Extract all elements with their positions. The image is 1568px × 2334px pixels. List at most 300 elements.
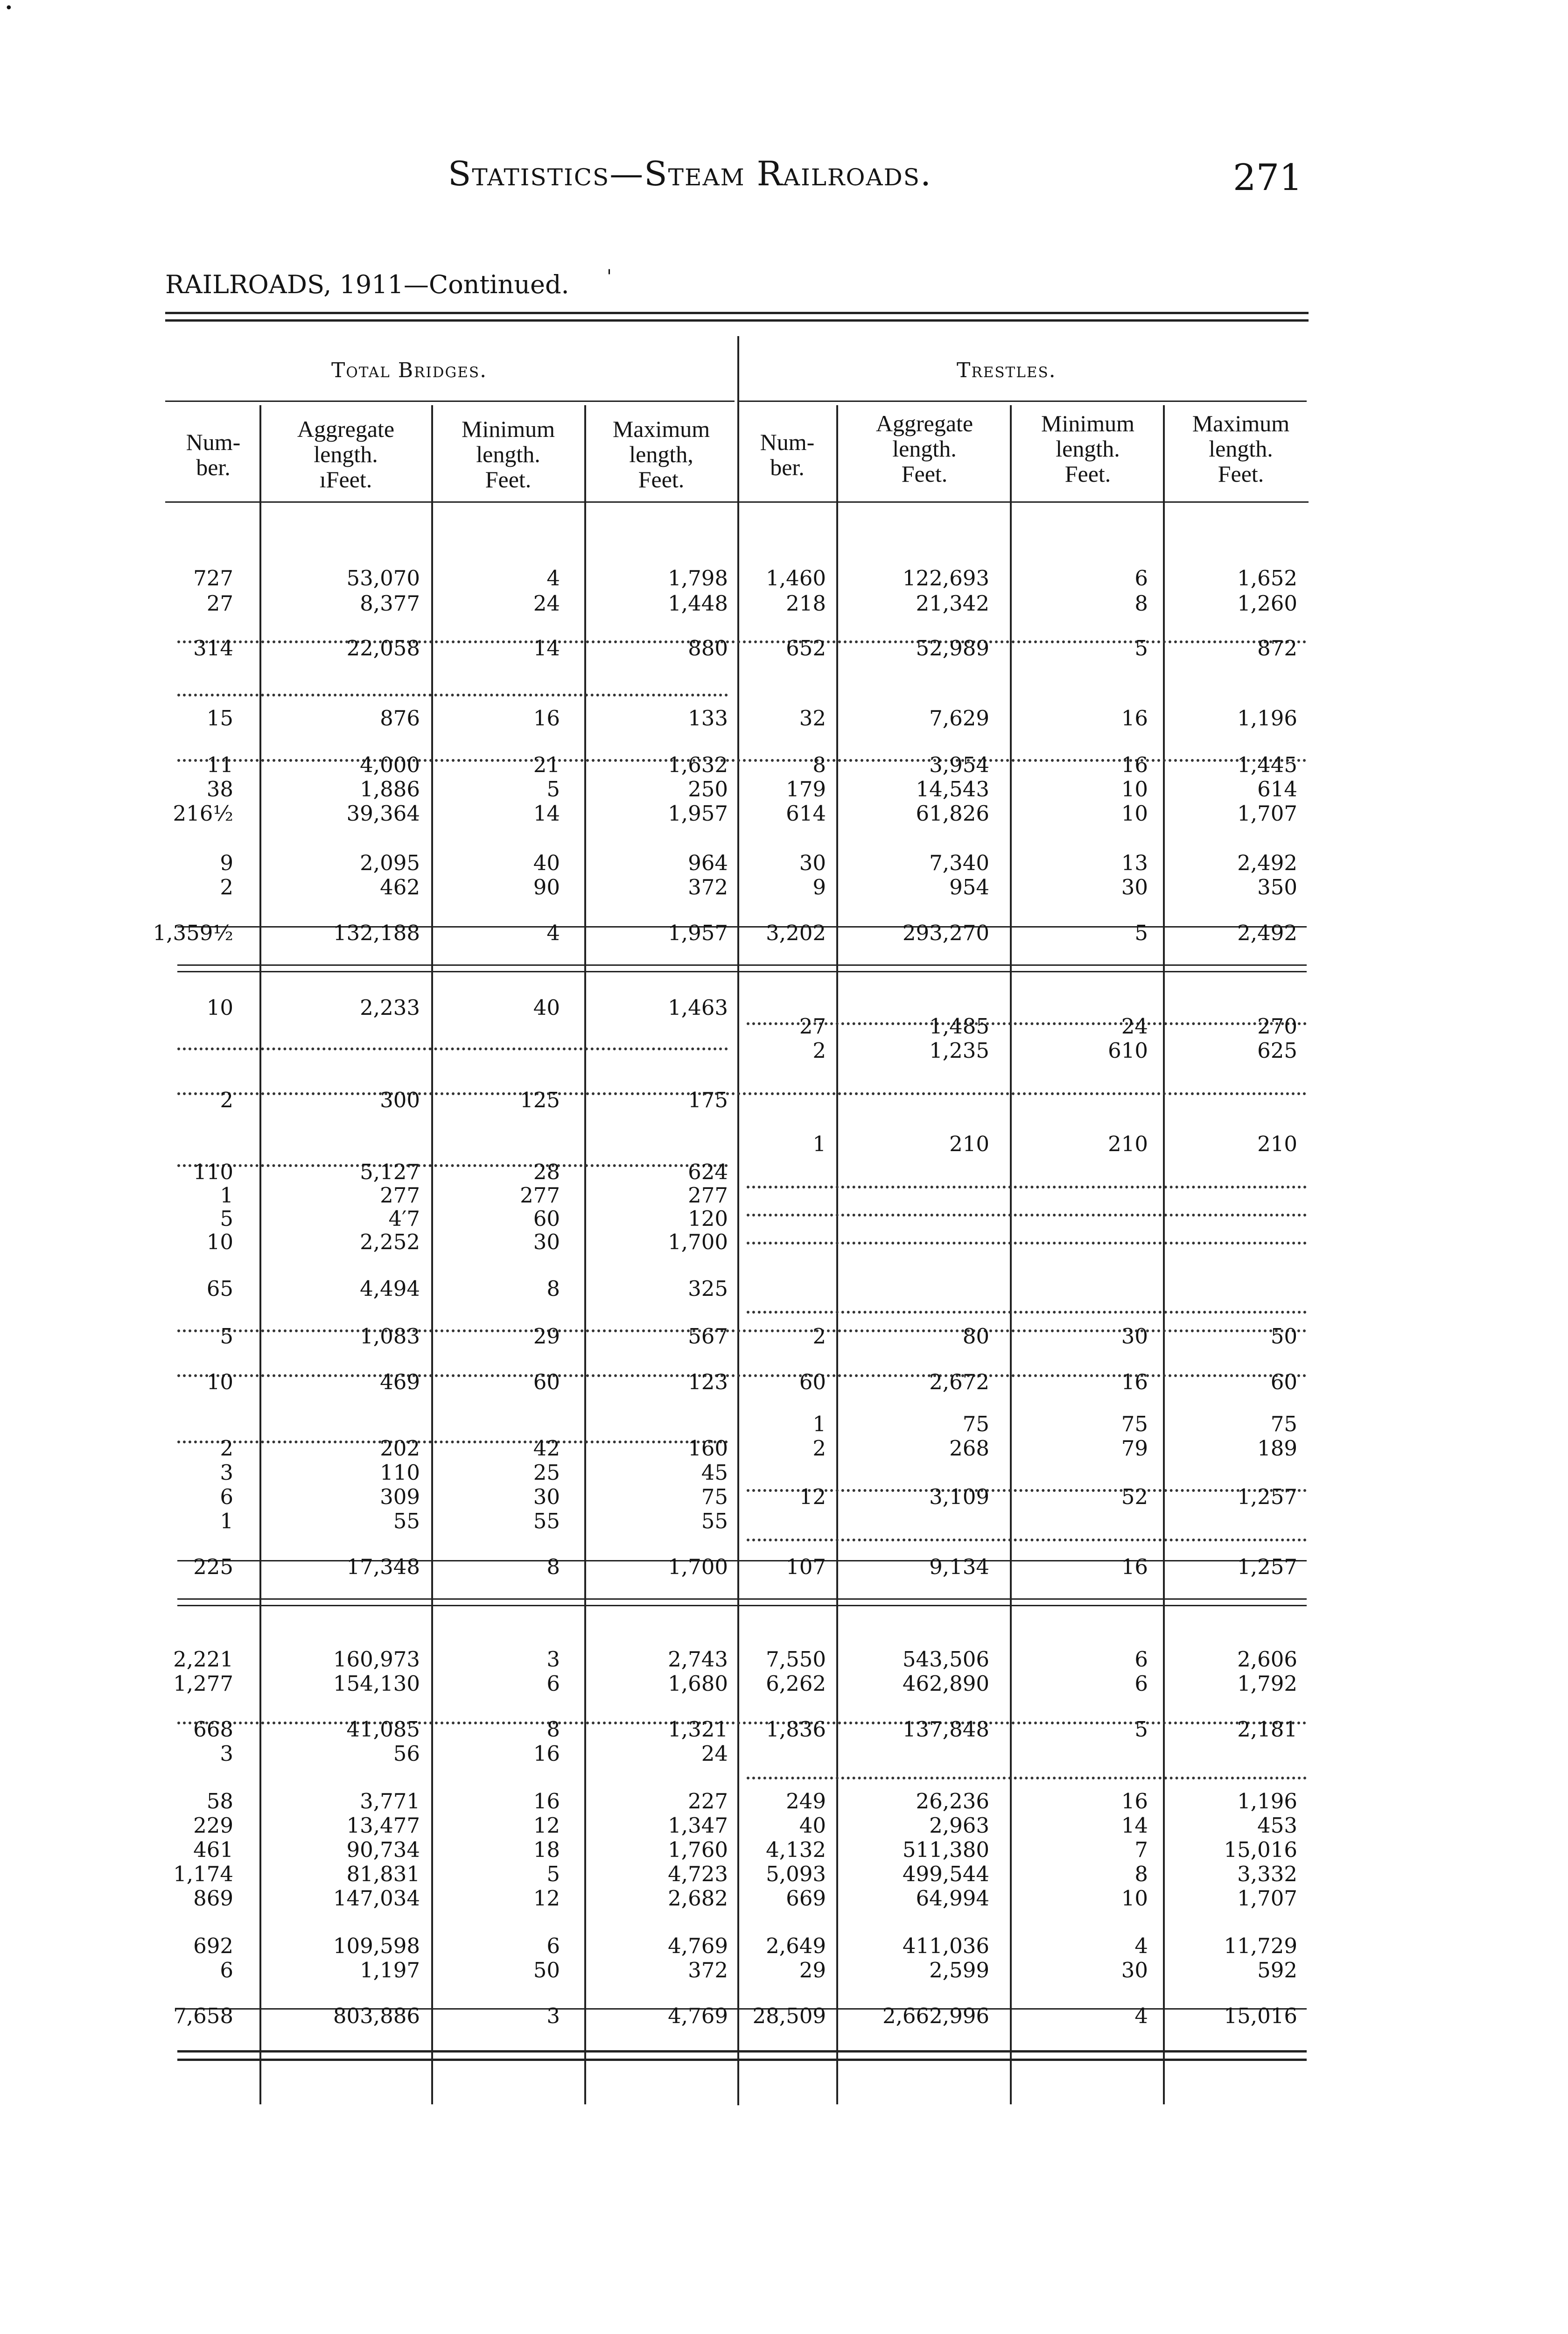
dotted-leader (747, 1539, 1307, 1541)
colhead-bridges-minimum: Minimum length. Feet. (461, 416, 555, 492)
cell-bridges-aggregate: 1,197 (360, 1958, 420, 1982)
cell-trestles-minimum: 52 (1121, 1484, 1148, 1509)
cell-trestles-number: 2 (812, 1038, 826, 1063)
cell-bridges-minimum: 30 (533, 1230, 560, 1254)
cell-bridges-aggregate: 202 (380, 1436, 420, 1461)
cell-trestles-minimum: 10 (1121, 801, 1148, 826)
cell-bridges-number: 10 (206, 995, 233, 1020)
cell-trestles-minimum: 4 (1134, 1933, 1148, 1958)
cell-bridges-aggregate: 17,348 (346, 1554, 420, 1579)
cell-trestles-number: 9 (812, 875, 826, 900)
cell-trestles-maximum: 2,492 (1237, 921, 1297, 945)
cell-bridges-aggregate: 109,598 (333, 1933, 420, 1958)
cell-bridges-maximum: 160 (688, 1436, 728, 1461)
cell-bridges-minimum: 4 (546, 566, 560, 591)
cell-trestles-maximum: 210 (1257, 1132, 1297, 1156)
cell-bridges-maximum: 120 (688, 1206, 728, 1231)
cell-trestles-number: 4,132 (766, 1837, 826, 1862)
cell-bridges-minimum: 60 (533, 1206, 560, 1231)
cell-bridges-minimum: 21 (533, 752, 560, 777)
colhead-bridges-maximum: Maximum length, Feet. (612, 416, 710, 492)
cell-trestles-minimum: 6 (1134, 1671, 1148, 1696)
cell-trestles-aggregate: 3,954 (929, 752, 989, 777)
cell-bridges-minimum: 6 (546, 1671, 560, 1696)
cell-trestles-minimum: 16 (1121, 1370, 1148, 1394)
cell-bridges-minimum: 8 (546, 1554, 560, 1579)
cell-bridges-aggregate: 13,477 (346, 1813, 420, 1838)
cell-bridges-minimum: 5 (546, 1862, 560, 1886)
cell-trestles-aggregate: 511,380 (902, 1837, 989, 1862)
cell-trestles-number: 2,649 (766, 1933, 826, 1958)
cell-trestles-minimum: 16 (1121, 706, 1148, 731)
total-rule-double-2 (177, 1605, 1307, 1606)
bottom-rule-1 (177, 2050, 1307, 2053)
cell-bridges-minimum: 12 (533, 1886, 560, 1911)
cell-trestles-minimum: 16 (1121, 1789, 1148, 1814)
cell-bridges-minimum: 277 (520, 1183, 560, 1208)
cell-bridges-maximum: 1,347 (668, 1813, 728, 1838)
stray-dot: • (5, 0, 13, 16)
cell-bridges-number: 2 (220, 1436, 233, 1461)
cell-bridges-aggregate: 8,377 (360, 591, 420, 616)
cell-bridges-maximum: 1,957 (668, 801, 728, 826)
cell-bridges-aggregate: 81,831 (346, 1862, 420, 1886)
table-caption: RAILROADS, 1911—Continued. (165, 270, 569, 299)
cell-trestles-aggregate: 137,848 (902, 1717, 989, 1742)
cell-bridges-aggregate: 277 (380, 1183, 420, 1208)
cell-trestles-minimum: 7 (1134, 1837, 1148, 1862)
cell-bridges-maximum: 75 (701, 1484, 728, 1509)
top-rule-1 (165, 312, 1309, 314)
cell-trestles-number: 30 (799, 851, 826, 875)
dotted-leader (177, 1047, 728, 1050)
cell-trestles-minimum: 210 (1108, 1132, 1148, 1156)
cell-trestles-number: 32 (799, 706, 826, 731)
column-rule (1163, 405, 1165, 2104)
cell-trestles-aggregate: 75 (962, 1412, 989, 1436)
cell-bridges-maximum: 880 (688, 636, 728, 661)
cell-trestles-maximum: 1,707 (1237, 801, 1297, 826)
cell-trestles-maximum: 1,257 (1237, 1484, 1297, 1509)
cell-bridges-number: 3 (220, 1460, 233, 1485)
cell-bridges-number: 1,174 (173, 1862, 233, 1886)
cell-trestles-aggregate: 64,994 (916, 1886, 989, 1911)
cell-trestles-number: 107 (786, 1554, 826, 1579)
cell-bridges-number: 216½ (173, 801, 233, 826)
cell-trestles-number: 8 (812, 752, 826, 777)
cell-bridges-minimum: 55 (533, 1509, 560, 1533)
dotted-leader (747, 1186, 1307, 1188)
dotted-leader (747, 1311, 1307, 1314)
column-rule (431, 405, 433, 2104)
cell-trestles-number: 652 (786, 636, 826, 661)
cell-trestles-aggregate: 268 (949, 1436, 989, 1461)
cell-trestles-number: 40 (799, 1813, 826, 1838)
cell-bridges-number: 38 (206, 777, 233, 801)
cell-trestles-aggregate: 543,506 (902, 1647, 989, 1672)
cell-bridges-number: 15 (206, 706, 233, 731)
cell-trestles-minimum: 4 (1134, 2004, 1148, 2028)
cell-bridges-minimum: 8 (546, 1717, 560, 1742)
cell-trestles-number: 29 (799, 1958, 826, 1982)
cell-trestles-aggregate: 9,134 (929, 1554, 989, 1579)
cell-bridges-maximum: 2,743 (668, 1647, 728, 1672)
cell-bridges-aggregate: 90,734 (346, 1837, 420, 1862)
cell-trestles-number: 669 (786, 1886, 826, 1911)
cell-trestles-number: 27 (799, 1014, 826, 1039)
cell-bridges-minimum: 50 (533, 1958, 560, 1982)
cell-trestles-maximum: 625 (1257, 1038, 1297, 1063)
cell-trestles-maximum: 453 (1257, 1813, 1297, 1838)
cell-trestles-aggregate: 26,236 (916, 1789, 989, 1814)
cell-bridges-maximum: 372 (688, 875, 728, 900)
cell-bridges-number: 11 (206, 752, 233, 777)
cell-bridges-maximum: 55 (701, 1509, 728, 1533)
cell-bridges-maximum: 133 (688, 706, 728, 731)
page-header-title: Statistics—Steam Railroads. (448, 154, 932, 193)
cell-bridges-aggregate: 803,886 (333, 2004, 420, 2028)
cell-bridges-number: 225 (193, 1554, 233, 1579)
cell-trestles-maximum: 1,707 (1237, 1886, 1297, 1911)
cell-trestles-number: 1,460 (766, 566, 826, 591)
cell-bridges-minimum: 60 (533, 1370, 560, 1394)
cell-bridges-maximum: 227 (688, 1789, 728, 1814)
cell-bridges-maximum: 624 (688, 1160, 728, 1184)
cell-trestles-number: 1,836 (766, 1717, 826, 1742)
cell-bridges-aggregate: 4′7 (388, 1206, 420, 1231)
cell-bridges-minimum: 90 (533, 875, 560, 900)
column-rule (584, 405, 586, 2104)
cell-trestles-maximum: 872 (1257, 636, 1297, 661)
cell-trestles-number: 2 (812, 1324, 826, 1349)
cell-bridges-aggregate: 154,130 (333, 1671, 420, 1696)
cell-bridges-aggregate: 56 (393, 1741, 420, 1766)
cell-bridges-number: 1 (220, 1183, 233, 1208)
cell-bridges-maximum: 1,463 (668, 995, 728, 1020)
cell-bridges-maximum: 567 (688, 1324, 728, 1349)
cell-bridges-number: 229 (193, 1813, 233, 1838)
cell-bridges-maximum: 964 (688, 851, 728, 875)
cell-trestles-aggregate: 3,109 (929, 1484, 989, 1509)
cell-bridges-number: 27 (206, 591, 233, 616)
cell-bridges-aggregate: 876 (380, 706, 420, 731)
cell-bridges-aggregate: 309 (380, 1484, 420, 1509)
cell-bridges-aggregate: 5,127 (360, 1160, 420, 1184)
cell-bridges-number: 2 (220, 1088, 233, 1112)
cell-bridges-aggregate: 469 (380, 1370, 420, 1394)
total-rule-double-1 (177, 964, 1307, 966)
cell-trestles-aggregate: 2,963 (929, 1813, 989, 1838)
cell-trestles-maximum: 1,652 (1237, 566, 1297, 591)
cell-bridges-number: 65 (206, 1276, 233, 1301)
cell-trestles-minimum: 6 (1134, 1647, 1148, 1672)
cell-trestles-number: 6,262 (766, 1671, 826, 1696)
column-rule (836, 405, 838, 2104)
cell-bridges-number: 668 (193, 1717, 233, 1742)
cell-trestles-aggregate: 7,340 (929, 851, 989, 875)
cell-bridges-minimum: 29 (533, 1324, 560, 1349)
bottom-rule-2 (177, 2059, 1307, 2061)
cell-bridges-aggregate: 22,058 (346, 636, 420, 661)
cell-bridges-maximum: 1,700 (668, 1230, 728, 1254)
cell-bridges-maximum: 372 (688, 1958, 728, 1982)
cell-bridges-maximum: 123 (688, 1370, 728, 1394)
cell-bridges-minimum: 5 (546, 777, 560, 801)
cell-trestles-maximum: 3,332 (1237, 1862, 1297, 1886)
cell-trestles-minimum: 10 (1121, 777, 1148, 801)
cell-bridges-number: 5 (220, 1324, 233, 1349)
cell-bridges-number: 1,277 (173, 1671, 233, 1696)
cell-trestles-minimum: 610 (1108, 1038, 1148, 1063)
group-title-bridges: Total Bridges. (331, 359, 488, 382)
cell-trestles-maximum: 1,196 (1237, 1789, 1297, 1814)
cell-trestles-number: 1 (812, 1132, 826, 1156)
cell-bridges-aggregate: 39,364 (346, 801, 420, 826)
cell-bridges-number: 10 (206, 1230, 233, 1254)
cell-trestles-maximum: 592 (1257, 1958, 1297, 1982)
group-title-trestles: Trestles. (957, 359, 1057, 382)
cell-trestles-number: 3,202 (766, 921, 826, 945)
cell-trestles-minimum: 13 (1121, 851, 1148, 875)
cell-bridges-maximum: 1,760 (668, 1837, 728, 1862)
cell-bridges-number: 58 (206, 1789, 233, 1814)
cell-trestles-minimum: 5 (1134, 1717, 1148, 1742)
cell-trestles-aggregate: 411,036 (902, 1933, 989, 1958)
cell-trestles-aggregate: 210 (949, 1132, 989, 1156)
cell-trestles-aggregate: 1,485 (929, 1014, 989, 1039)
cell-trestles-minimum: 5 (1134, 636, 1148, 661)
group-underline-trestles (737, 401, 1307, 402)
colhead-trestles-minimum: Minimum length. Feet. (1041, 410, 1135, 487)
cell-trestles-aggregate: 499,544 (902, 1862, 989, 1886)
stray-dash: ' (607, 266, 612, 288)
cell-bridges-minimum: 16 (533, 1741, 560, 1766)
cell-trestles-maximum: 50 (1270, 1324, 1297, 1349)
cell-bridges-aggregate: 160,973 (333, 1647, 420, 1672)
cell-trestles-minimum: 16 (1121, 1554, 1148, 1579)
column-rule (1010, 405, 1012, 2104)
cell-bridges-number: 2,221 (173, 1647, 233, 1672)
cell-trestles-minimum: 8 (1134, 591, 1148, 616)
cell-bridges-number: 1 (220, 1509, 233, 1533)
cell-bridges-number: 2 (220, 875, 233, 900)
cell-bridges-maximum: 1,700 (668, 1554, 728, 1579)
cell-bridges-number: 869 (193, 1886, 233, 1911)
cell-trestles-minimum: 30 (1121, 1324, 1148, 1349)
cell-trestles-aggregate: 7,629 (929, 706, 989, 731)
cell-bridges-maximum: 1,957 (668, 921, 728, 945)
cell-trestles-number: 5,093 (766, 1862, 826, 1886)
cell-bridges-minimum: 16 (533, 1789, 560, 1814)
cell-trestles-maximum: 60 (1270, 1370, 1297, 1394)
cell-bridges-maximum: 4,769 (668, 2004, 728, 2028)
cell-bridges-number: 692 (193, 1933, 233, 1958)
cell-trestles-maximum: 1,792 (1237, 1671, 1297, 1696)
cell-bridges-minimum: 12 (533, 1813, 560, 1838)
cell-bridges-minimum: 125 (520, 1088, 560, 1112)
colhead-trestles-number: Num- ber. (760, 429, 815, 480)
cell-trestles-maximum: 1,196 (1237, 706, 1297, 731)
cell-bridges-maximum: 1,321 (668, 1717, 728, 1742)
cell-bridges-minimum: 25 (533, 1460, 560, 1485)
cell-trestles-maximum: 189 (1257, 1436, 1297, 1461)
cell-bridges-maximum: 325 (688, 1276, 728, 1301)
dotted-leader (177, 694, 728, 696)
cell-bridges-aggregate: 2,252 (360, 1230, 420, 1254)
group-underline-bridges (165, 401, 735, 402)
cell-trestles-aggregate: 21,342 (916, 591, 989, 616)
cell-bridges-minimum: 4 (546, 921, 560, 945)
total-rule-double-1 (177, 1598, 1307, 1600)
cell-bridges-number: 3 (220, 1741, 233, 1766)
cell-trestles-aggregate: 462,890 (902, 1671, 989, 1696)
cell-trestles-number: 60 (799, 1370, 826, 1394)
cell-bridges-minimum: 28 (533, 1160, 560, 1184)
colhead-trestles-aggregate: Aggregate length. Feet. (875, 410, 973, 487)
cell-bridges-minimum: 14 (533, 801, 560, 826)
cell-trestles-maximum: 2,606 (1237, 1647, 1297, 1672)
cell-bridges-aggregate: 41,085 (346, 1717, 420, 1742)
cell-bridges-maximum: 4,769 (668, 1933, 728, 1958)
cell-trestles-aggregate: 2,672 (929, 1370, 989, 1394)
cell-bridges-aggregate: 2,095 (360, 851, 420, 875)
cell-bridges-number: 461 (193, 1837, 233, 1862)
cell-bridges-aggregate: 53,070 (346, 566, 420, 591)
cell-trestles-maximum: 1,445 (1237, 752, 1297, 777)
cell-trestles-number: 28,509 (752, 2004, 826, 2028)
cell-bridges-maximum: 1,680 (668, 1671, 728, 1696)
cell-bridges-maximum: 175 (688, 1088, 728, 1112)
colhead-trestles-maximum: Maximum length. Feet. (1192, 410, 1290, 487)
cell-bridges-number: 1,359½ (153, 921, 233, 945)
cell-trestles-minimum: 79 (1121, 1436, 1148, 1461)
cell-trestles-minimum: 24 (1121, 1014, 1148, 1039)
column-rule (259, 405, 261, 2104)
cell-bridges-maximum: 4,723 (668, 1862, 728, 1886)
cell-bridges-number: 314 (193, 636, 233, 661)
cell-trestles-number: 12 (799, 1484, 826, 1509)
cell-bridges-aggregate: 110 (380, 1460, 420, 1485)
cell-bridges-aggregate: 55 (393, 1509, 420, 1533)
cell-bridges-maximum: 1,632 (668, 752, 728, 777)
cell-trestles-maximum: 15,016 (1224, 1837, 1297, 1862)
cell-bridges-number: 7,658 (173, 2004, 233, 2028)
cell-trestles-number: 218 (786, 591, 826, 616)
cell-trestles-number: 614 (786, 801, 826, 826)
cell-bridges-aggregate: 1,083 (360, 1324, 420, 1349)
cell-trestles-maximum: 1,260 (1237, 591, 1297, 616)
cell-bridges-minimum: 16 (533, 706, 560, 731)
cell-bridges-aggregate: 4,000 (360, 752, 420, 777)
colhead-bridges-aggregate: Aggregate length. ıFeet. (297, 416, 395, 492)
cell-bridges-minimum: 3 (546, 2004, 560, 2028)
cell-trestles-aggregate: 80 (962, 1324, 989, 1349)
cell-trestles-aggregate: 122,693 (902, 566, 989, 591)
cell-bridges-minimum: 6 (546, 1933, 560, 1958)
cell-bridges-maximum: 1,798 (668, 566, 728, 591)
cell-trestles-number: 179 (786, 777, 826, 801)
cell-bridges-aggregate: 4,494 (360, 1276, 420, 1301)
cell-trestles-minimum: 30 (1121, 1958, 1148, 1982)
cell-trestles-aggregate: 954 (949, 875, 989, 900)
cell-trestles-aggregate: 293,270 (902, 921, 989, 945)
dotted-leader (747, 1242, 1307, 1244)
cell-bridges-maximum: 45 (701, 1460, 728, 1485)
cell-trestles-maximum: 11,729 (1224, 1933, 1297, 1958)
dotted-leader (747, 1214, 1307, 1216)
colhead-bridges-number: Num- ber. (186, 429, 241, 480)
cell-bridges-aggregate: 147,034 (333, 1886, 420, 1911)
cell-trestles-maximum: 2,492 (1237, 851, 1297, 875)
cell-bridges-maximum: 1,448 (668, 591, 728, 616)
cell-bridges-aggregate: 1,886 (360, 777, 420, 801)
cell-bridges-number: 6 (220, 1958, 233, 1982)
cell-bridges-number: 6 (220, 1484, 233, 1509)
cell-trestles-minimum: 75 (1121, 1412, 1148, 1436)
cell-bridges-aggregate: 2,233 (360, 995, 420, 1020)
cell-bridges-number: 727 (193, 566, 233, 591)
cell-trestles-minimum: 30 (1121, 875, 1148, 900)
cell-bridges-minimum: 3 (546, 1647, 560, 1672)
cell-trestles-aggregate: 52,989 (916, 636, 989, 661)
header-bottom-rule (165, 501, 1309, 503)
cell-trestles-aggregate: 2,662,996 (882, 2004, 989, 2028)
cell-bridges-maximum: 277 (688, 1183, 728, 1208)
cell-trestles-minimum: 5 (1134, 921, 1148, 945)
cell-trestles-aggregate: 1,235 (929, 1038, 989, 1063)
cell-trestles-minimum: 8 (1134, 1862, 1148, 1886)
cell-bridges-number: 110 (193, 1160, 233, 1184)
cell-bridges-aggregate: 3,771 (360, 1789, 420, 1814)
dotted-leader (747, 1777, 1307, 1779)
cell-trestles-minimum: 16 (1121, 752, 1148, 777)
cell-bridges-number: 5 (220, 1206, 233, 1231)
cell-bridges-minimum: 24 (533, 591, 560, 616)
cell-bridges-aggregate: 300 (380, 1088, 420, 1112)
total-rule-double-2 (177, 971, 1307, 972)
cell-bridges-number: 9 (220, 851, 233, 875)
cell-trestles-aggregate: 14,543 (916, 777, 989, 801)
cell-trestles-maximum: 75 (1270, 1412, 1297, 1436)
cell-trestles-maximum: 15,016 (1224, 2004, 1297, 2028)
cell-trestles-minimum: 6 (1134, 566, 1148, 591)
cell-bridges-minimum: 14 (533, 636, 560, 661)
cell-trestles-number: 1 (812, 1412, 826, 1436)
cell-trestles-minimum: 14 (1121, 1813, 1148, 1838)
cell-trestles-maximum: 270 (1257, 1014, 1297, 1039)
cell-trestles-maximum: 2,181 (1237, 1717, 1297, 1742)
cell-bridges-aggregate: 132,188 (333, 921, 420, 945)
cell-trestles-number: 249 (786, 1789, 826, 1814)
cell-trestles-maximum: 1,257 (1237, 1554, 1297, 1579)
cell-bridges-maximum: 2,682 (668, 1886, 728, 1911)
page-number: 271 (1233, 157, 1302, 199)
cell-trestles-aggregate: 61,826 (916, 801, 989, 826)
cell-trestles-maximum: 350 (1257, 875, 1297, 900)
cell-trestles-maximum: 614 (1257, 777, 1297, 801)
cell-bridges-minimum: 8 (546, 1276, 560, 1301)
cell-bridges-minimum: 42 (533, 1436, 560, 1461)
cell-bridges-minimum: 18 (533, 1837, 560, 1862)
cell-trestles-minimum: 10 (1121, 1886, 1148, 1911)
cell-bridges-minimum: 30 (533, 1484, 560, 1509)
cell-bridges-maximum: 24 (701, 1741, 728, 1766)
cell-trestles-number: 2 (812, 1436, 826, 1461)
cell-trestles-aggregate: 2,599 (929, 1958, 989, 1982)
cell-bridges-minimum: 40 (533, 995, 560, 1020)
top-rule-2 (165, 319, 1309, 322)
cell-trestles-number: 7,550 (766, 1647, 826, 1672)
